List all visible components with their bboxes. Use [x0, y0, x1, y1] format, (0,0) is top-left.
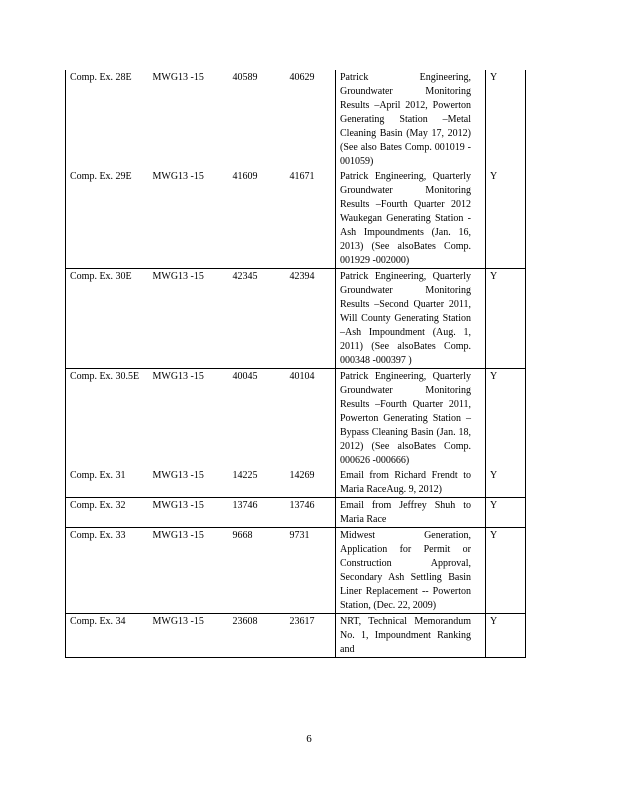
exhibit-flag: Y [486, 528, 526, 614]
table-row [66, 468, 526, 498]
excerpt-id: MWG13 -15 [152, 171, 204, 182]
bates-start: 23608 [229, 614, 286, 658]
exhibit-flag: Y [486, 614, 526, 658]
table-row [66, 498, 526, 528]
table-row [66, 70, 526, 169]
bates-end: 41671 [289, 171, 315, 182]
bates-start: 13746 [229, 498, 286, 528]
bates-start: 40045 [229, 369, 286, 469]
bates-start: 41609 [232, 171, 258, 182]
exhibit-description: Patrick Engineering, Groundwater Monitoring Results –April 2012, Powerton Generating Station –Metal Cleaning Basin (May 17, 2012) (See also Bates Comp. 001019 - 001059) [336, 70, 486, 169]
exhibit-number: Comp. Ex. 33 [66, 528, 151, 614]
table-row [66, 614, 526, 658]
bates-start: 42345 [229, 269, 286, 369]
excerpt-id: MWG13 -15 [151, 528, 229, 614]
exhibit-flag: Y [486, 269, 526, 369]
table-row [66, 528, 526, 614]
exhibit-flag: Y [486, 70, 526, 169]
table-row [66, 169, 526, 269]
excerpt-id: MWG13 -15 [151, 498, 229, 528]
excerpt-id: MWG13 -15 [151, 614, 229, 658]
bates-start: 40589 [232, 72, 258, 83]
exhibit-description: Patrick Engineering, Quarterly Groundwater Monitoring Results –Fourth Quarter 2011, Powerton Generating Station –Bypass Cleaning Basin (Jan. 18, 2012) (See alsoBates Comp. 000626 -000666) [336, 369, 486, 469]
exhibit-description: NRT, Technical Memorandum No. 1, Impoundment Ranking and [336, 614, 486, 658]
exhibit-number: Comp. Ex. 30.5E [66, 369, 151, 469]
exhibit-number: Comp. Ex. 28E [66, 70, 151, 169]
bates-end: 14269 [289, 470, 315, 481]
bates-end: 40104 [286, 369, 336, 469]
exhibit-number: Comp. Ex. 29E [66, 169, 151, 269]
bates-end: 23617 [286, 614, 336, 658]
exhibit-table [65, 70, 526, 658]
exhibit-flag: Y [486, 369, 526, 469]
exhibit-number: Comp. Ex. 30E [66, 269, 151, 369]
bates-start: 14225 [232, 470, 258, 481]
exhibit-description: Patrick Engineering, Quarterly Groundwater Monitoring Results –Second Quarter 2011, Will County Generating Station –Ash Impoundment (Aug. 1, 2011) (See alsoBates Comp. 000348 -000397 ) [336, 269, 486, 369]
exhibit-number: Comp. Ex. 32 [66, 498, 151, 528]
exhibit-flag: Y [486, 498, 526, 528]
exhibit-flag: Y [486, 468, 526, 498]
exhibit-description: Email from Richard Frendt to Maria RaceAug. 9, 2012) [336, 468, 486, 498]
table-row [66, 369, 526, 469]
exhibit-description: Midwest Generation, Application for Permit or Construction Approval, Secondary Ash Settling Basin Liner Replacement -- Powerton Station, (Dec. 22, 2009) [336, 528, 486, 614]
excerpt-id: MWG13 -15 [152, 72, 204, 83]
bates-end: 13746 [286, 498, 336, 528]
bates-end: 9731 [286, 528, 336, 614]
exhibit-description: Email from Jeffrey Shuh to Maria Race [336, 498, 486, 528]
exhibit-description: Patrick Engineering, Quarterly Groundwater Monitoring Results –Fourth Quarter 2012 Waukegan Generating Station -Ash Impoundments (Jan. 16, 2013) (See alsoBates Comp. 001929 -002000) [336, 169, 486, 269]
excerpt-id: MWG13 -15 [152, 470, 204, 481]
exhibit-number: Comp. Ex. 31 [66, 468, 151, 498]
exhibit-flag: Y [486, 169, 526, 269]
table-row [66, 269, 526, 369]
bates-end: 42394 [286, 269, 336, 369]
excerpt-id: MWG13 -15 [151, 269, 229, 369]
bates-start: 9668 [229, 528, 286, 614]
exhibit-number: Comp. Ex. 34 [66, 614, 151, 658]
excerpt-id: MWG13 -15 [151, 369, 229, 469]
bates-end: 40629 [289, 72, 315, 83]
page-number: 6 [306, 733, 312, 745]
